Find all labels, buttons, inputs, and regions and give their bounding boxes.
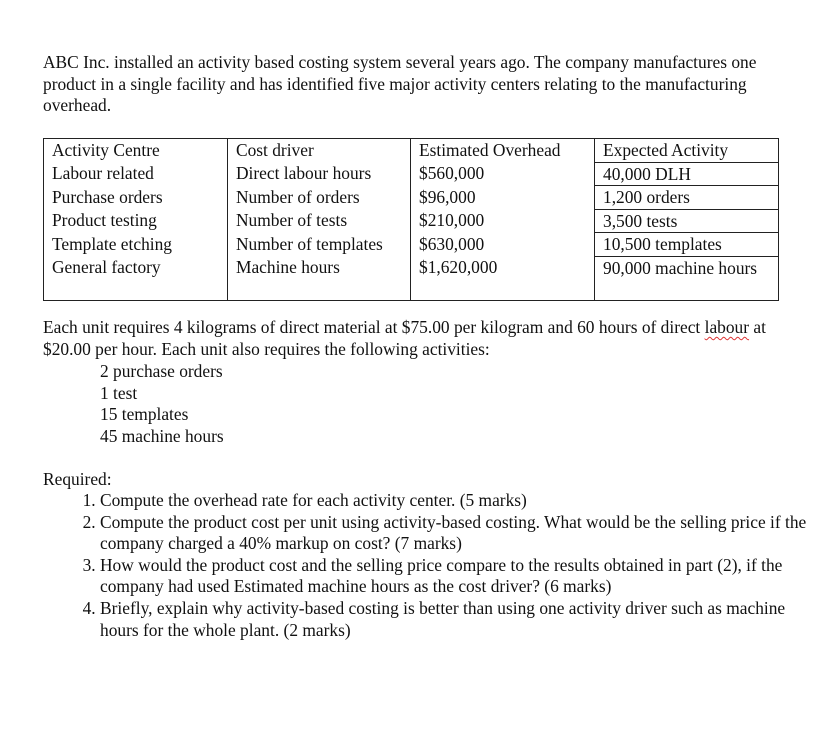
table-cell: Template etching — [44, 233, 228, 257]
table-cell: Purchase orders — [44, 186, 228, 210]
table-cell: $96,000 — [411, 186, 595, 210]
list-item: 15 templates — [100, 404, 189, 425]
table-row — [44, 209, 779, 233]
list-item: 45 machine hours — [100, 425, 224, 446]
activity-table — [43, 138, 779, 301]
table-cell: Number of orders — [228, 186, 411, 210]
table-cell: General factory — [44, 256, 228, 301]
table-row — [44, 186, 779, 210]
table-cell: Machine hours — [228, 256, 411, 301]
required-label: Required: — [43, 469, 112, 489]
question-item: 2. Compute the product cost per unit using activity-based costing. What would be the selling price if the company charged a 40% markup on cost? (7 marks) — [100, 512, 822, 555]
table-header-row — [44, 139, 779, 163]
table-cell: Direct labour hours — [228, 162, 411, 186]
table-row — [44, 233, 779, 257]
table-cell: 40,000 DLH — [595, 162, 779, 186]
header-cost-driver: Cost driver — [228, 139, 411, 163]
header-estimated-overhead: Estimated Overhead — [411, 139, 595, 163]
list-item: 1 test — [100, 382, 138, 403]
table-cell: 1,200 orders — [595, 186, 779, 210]
table-cell: $1,620,000 — [411, 256, 595, 301]
table-row — [44, 162, 779, 186]
spellcheck-underlined-word: labour — [704, 317, 750, 337]
table-cell: 3,500 tests — [595, 209, 779, 233]
paragraph-text-part1: Each unit requires 4 kilograms of direct material at $75.00 per kilogram and 60 hours of direct — [43, 317, 705, 337]
question-item: 3. How would the product cost and the selling price compare to the results obtained in part (2), if the company had used Estimated machine hours as the cost driver? (6 marks) — [100, 555, 822, 598]
table-cell: 90,000 machine hours — [595, 256, 779, 301]
table-cell: $630,000 — [411, 233, 595, 257]
table-cell: Number of tests — [228, 209, 411, 233]
question-item: 4. Briefly, explain why activity-based costing is better than using one activity driver such as machine hours for the whole plant. (2 marks) — [100, 598, 822, 641]
table-cell: $210,000 — [411, 209, 595, 233]
header-activity-centre: Activity Centre — [44, 139, 228, 163]
list-item: 2 purchase orders — [100, 361, 223, 381]
table-cell: Labour related — [44, 162, 228, 186]
table-cell: 10,500 templates — [595, 233, 779, 257]
table-row — [44, 256, 779, 301]
unit-requirements-paragraph — [43, 317, 783, 360]
paragraph-text-part2: at $20.00 per hour. Each unit also requires the following activities: — [43, 317, 766, 359]
header-expected-activity: Expected Activity — [595, 139, 779, 163]
questions-list — [57, 490, 822, 641]
table-cell: $560,000 — [411, 162, 595, 186]
question-item: 1. Compute the overhead rate for each activity center. (5 marks) — [100, 490, 822, 512]
activity-list — [100, 361, 224, 447]
table-cell: Product testing — [44, 209, 228, 233]
table-cell: Number of templates — [228, 233, 411, 257]
intro-paragraph: ABC Inc. installed an activity based costing system several years ago. The company manufactures one product in a single facility and has identified five major activity centers relating to the manufacturing overhead. — [43, 52, 757, 116]
